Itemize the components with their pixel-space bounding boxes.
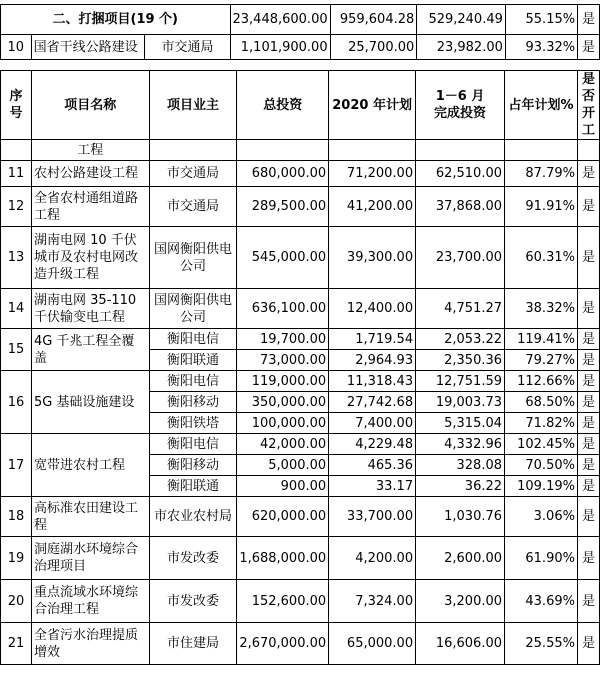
row-done: 2,600.00 bbox=[416, 537, 505, 580]
header-plan: 2020 年计划 bbox=[329, 71, 416, 140]
row-plan: 39,300.00 bbox=[329, 227, 416, 289]
row-plan: 12,400.00 bbox=[329, 289, 416, 329]
row-owner: 衡阳铁塔 bbox=[149, 413, 237, 434]
row-no: 15 bbox=[1, 329, 32, 371]
row-total: 1,101,900.00 bbox=[230, 35, 330, 60]
row-owner: 市交通局 bbox=[149, 187, 237, 227]
row-total: 73,000.00 bbox=[237, 350, 329, 371]
row-no: 19 bbox=[1, 537, 32, 580]
row-owner: 国网衡阳供电公司 bbox=[149, 227, 237, 289]
row-plan: 7,400.00 bbox=[329, 413, 416, 434]
row-owner: 衡阳移动 bbox=[149, 455, 237, 476]
header-done-line1: 1－6 月 bbox=[435, 89, 485, 104]
row-started: 是 bbox=[577, 497, 599, 537]
row-started: 是 bbox=[577, 350, 599, 371]
row-done: 4,751.27 bbox=[416, 289, 505, 329]
row-pct: 60.31% bbox=[505, 227, 578, 289]
row-owner: 市交通局 bbox=[145, 35, 230, 60]
row-started: 是 bbox=[577, 434, 599, 455]
row-name: 工程 bbox=[31, 140, 149, 161]
row-total: 5,000.00 bbox=[237, 455, 329, 476]
table-row bbox=[1, 227, 600, 289]
row-pct: 68.50% bbox=[505, 392, 578, 413]
row-started: 是 bbox=[577, 455, 599, 476]
row-total: 545,000.00 bbox=[237, 227, 329, 289]
table-row bbox=[1, 434, 600, 455]
row-done: 62,510.00 bbox=[416, 161, 505, 187]
table-row-continuation bbox=[1, 140, 600, 161]
summary-done: 529,240.49 bbox=[417, 5, 506, 35]
row-started: 是 bbox=[577, 580, 599, 623]
row-plan: 4,200.00 bbox=[329, 537, 416, 580]
row-done: 3,200.00 bbox=[416, 580, 505, 623]
row-name: 高标准农田建设工程 bbox=[31, 497, 149, 537]
row-started: 是 bbox=[577, 227, 599, 289]
row-done: 19,003.73 bbox=[416, 392, 505, 413]
row-plan: 41,200.00 bbox=[329, 187, 416, 227]
row-total: 119,000.00 bbox=[237, 371, 329, 392]
row-no: 13 bbox=[1, 227, 32, 289]
row-plan: 71,200.00 bbox=[329, 161, 416, 187]
row-plan: 33.17 bbox=[329, 476, 416, 497]
row-no: 18 bbox=[1, 497, 32, 537]
table-row bbox=[1, 580, 600, 623]
row-owner: 衡阳电信 bbox=[149, 371, 237, 392]
row-done: 23,982.00 bbox=[417, 35, 506, 60]
row-started: 是 bbox=[577, 476, 599, 497]
row-total: 19,700.00 bbox=[237, 329, 329, 350]
row-owner: 国网衡阳供电公司 bbox=[149, 289, 237, 329]
row-name: 湖南电网 10 千伏城市及农村电网改造升级工程 bbox=[31, 227, 149, 289]
summary-started: 是 bbox=[578, 5, 600, 35]
header-started-line2: 开工 bbox=[581, 106, 595, 138]
row-no: 21 bbox=[1, 623, 32, 665]
row-no: 11 bbox=[1, 161, 32, 187]
row-name: 重点流域水环境综合治理工程 bbox=[31, 580, 149, 623]
row-total: 680,000.00 bbox=[237, 161, 329, 187]
row-plan: 25,700.00 bbox=[330, 35, 417, 60]
row-owner: 市住建局 bbox=[149, 623, 237, 665]
previous-page-table bbox=[0, 4, 600, 60]
row-plan: 2,964.93 bbox=[329, 350, 416, 371]
row-total: 100,000.00 bbox=[237, 413, 329, 434]
row-done: 1,030.76 bbox=[416, 497, 505, 537]
table-header bbox=[1, 71, 600, 140]
row-plan: 1,719.54 bbox=[329, 329, 416, 350]
row-owner: 衡阳电信 bbox=[149, 434, 237, 455]
row-plan: 65,000.00 bbox=[329, 623, 416, 665]
row-pct: 119.41% bbox=[505, 329, 578, 350]
row-no: 14 bbox=[1, 289, 32, 329]
row-owner: 衡阳电信 bbox=[149, 329, 237, 350]
row-done: 5,315.04 bbox=[416, 413, 505, 434]
row-plan: 4,229.48 bbox=[329, 434, 416, 455]
row-owner: 衡阳联通 bbox=[149, 476, 237, 497]
row-name: 湖南电网 35-110 千伏输变电工程 bbox=[31, 289, 149, 329]
summary-pct: 55.15% bbox=[505, 5, 577, 35]
summary-plan: 959,604.28 bbox=[330, 5, 417, 35]
row-total: 620,000.00 bbox=[237, 497, 329, 537]
row-total: 1,688,000.00 bbox=[237, 537, 329, 580]
row-pct: 25.55% bbox=[505, 623, 578, 665]
row-name: 全省农村通组道路工程 bbox=[31, 187, 149, 227]
row-total: 2,670,000.00 bbox=[237, 623, 329, 665]
row-plan: 465.36 bbox=[329, 455, 416, 476]
table-row bbox=[1, 371, 600, 392]
row-started: 是 bbox=[577, 537, 599, 580]
row-pct: 43.69% bbox=[505, 580, 578, 623]
row-owner: 市农业农村局 bbox=[149, 497, 237, 537]
header-pct: 占年计划% bbox=[505, 71, 578, 140]
header-no: 序号 bbox=[1, 71, 32, 140]
row-pct: 93.32% bbox=[505, 35, 577, 60]
table-row bbox=[1, 623, 600, 665]
row-owner: 衡阳移动 bbox=[149, 392, 237, 413]
row-done: 4,332.96 bbox=[416, 434, 505, 455]
row-pct: 109.19% bbox=[505, 476, 578, 497]
table-row bbox=[1, 187, 600, 227]
row-total: 636,100.00 bbox=[237, 289, 329, 329]
row-name: 全省污水治理提质增效 bbox=[31, 623, 149, 665]
table-row bbox=[1, 537, 600, 580]
row-pct: 91.91% bbox=[505, 187, 578, 227]
row-owner: 衡阳联通 bbox=[149, 350, 237, 371]
row-owner: 市发改委 bbox=[149, 580, 237, 623]
table-row bbox=[1, 161, 600, 187]
project-table bbox=[0, 70, 600, 665]
row-name: 农村公路建设工程 bbox=[31, 161, 149, 187]
row-started: 是 bbox=[577, 371, 599, 392]
header-name: 项目名称 bbox=[31, 71, 149, 140]
row-pct: 112.66% bbox=[505, 371, 578, 392]
table-row bbox=[1, 289, 600, 329]
row-started: 是 bbox=[577, 392, 599, 413]
row-done: 2,350.36 bbox=[416, 350, 505, 371]
row-plan: 7,324.00 bbox=[329, 580, 416, 623]
row-done: 2,053.22 bbox=[416, 329, 505, 350]
summary-total: 23,448,600.00 bbox=[230, 5, 330, 35]
table-row bbox=[1, 497, 600, 537]
row-pct: 87.79% bbox=[505, 161, 578, 187]
row-started: 是 bbox=[577, 413, 599, 434]
row-started: 是 bbox=[577, 161, 599, 187]
row-total: 900.00 bbox=[237, 476, 329, 497]
header-owner: 项目业主 bbox=[149, 71, 237, 140]
row-pct: 79.27% bbox=[505, 350, 578, 371]
row-owner: 市交通局 bbox=[149, 161, 237, 187]
row-total: 289,500.00 bbox=[237, 187, 329, 227]
table-row bbox=[1, 329, 600, 350]
row-pct: 3.06% bbox=[505, 497, 578, 537]
row-total: 152,600.00 bbox=[237, 580, 329, 623]
row-done: 23,700.00 bbox=[416, 227, 505, 289]
row-name: 洞庭湖水环境综合治理项目 bbox=[31, 537, 149, 580]
row-total: 350,000.00 bbox=[237, 392, 329, 413]
row-started: 是 bbox=[577, 623, 599, 665]
summary-row bbox=[1, 5, 600, 35]
row-total: 42,000.00 bbox=[237, 434, 329, 455]
row-name: 宽带进农村工程 bbox=[31, 434, 149, 497]
row-plan: 27,742.68 bbox=[329, 392, 416, 413]
header-started bbox=[577, 71, 599, 140]
row-owner: 市发改委 bbox=[149, 537, 237, 580]
row-no: 17 bbox=[1, 434, 32, 497]
row-name: 5G 基础设施建设 bbox=[31, 371, 149, 434]
row-pct: 102.45% bbox=[505, 434, 578, 455]
row-pct: 38.32% bbox=[505, 289, 578, 329]
summary-label: 二、打捆项目(19 个) bbox=[1, 5, 231, 35]
row-done: 16,606.00 bbox=[416, 623, 505, 665]
row-no: 16 bbox=[1, 371, 32, 434]
row-no: 20 bbox=[1, 580, 32, 623]
header-done-line2: 完成投资 bbox=[434, 106, 487, 121]
row-done: 328.08 bbox=[416, 455, 505, 476]
row-started: 是 bbox=[577, 289, 599, 329]
header-total: 总投资 bbox=[237, 71, 329, 140]
row-pct: 70.50% bbox=[505, 455, 578, 476]
row-done: 36.22 bbox=[416, 476, 505, 497]
row-pct: 71.82% bbox=[505, 413, 578, 434]
row-pct: 61.90% bbox=[505, 537, 578, 580]
row-name: 国省干线公路建设 bbox=[31, 35, 145, 60]
row-name: 4G 千兆工程全覆盖 bbox=[31, 329, 149, 371]
header-started-line1: 是否 bbox=[581, 72, 595, 104]
row-started: 是 bbox=[577, 329, 599, 350]
table-row bbox=[1, 35, 600, 60]
row-done: 37,868.00 bbox=[416, 187, 505, 227]
row-started: 是 bbox=[578, 35, 600, 60]
row-no: 10 bbox=[1, 35, 32, 60]
row-plan: 33,700.00 bbox=[329, 497, 416, 537]
row-started: 是 bbox=[577, 187, 599, 227]
row-plan: 11,318.43 bbox=[329, 371, 416, 392]
header-done bbox=[416, 71, 505, 140]
row-no: 12 bbox=[1, 187, 32, 227]
row-done: 12,751.59 bbox=[416, 371, 505, 392]
